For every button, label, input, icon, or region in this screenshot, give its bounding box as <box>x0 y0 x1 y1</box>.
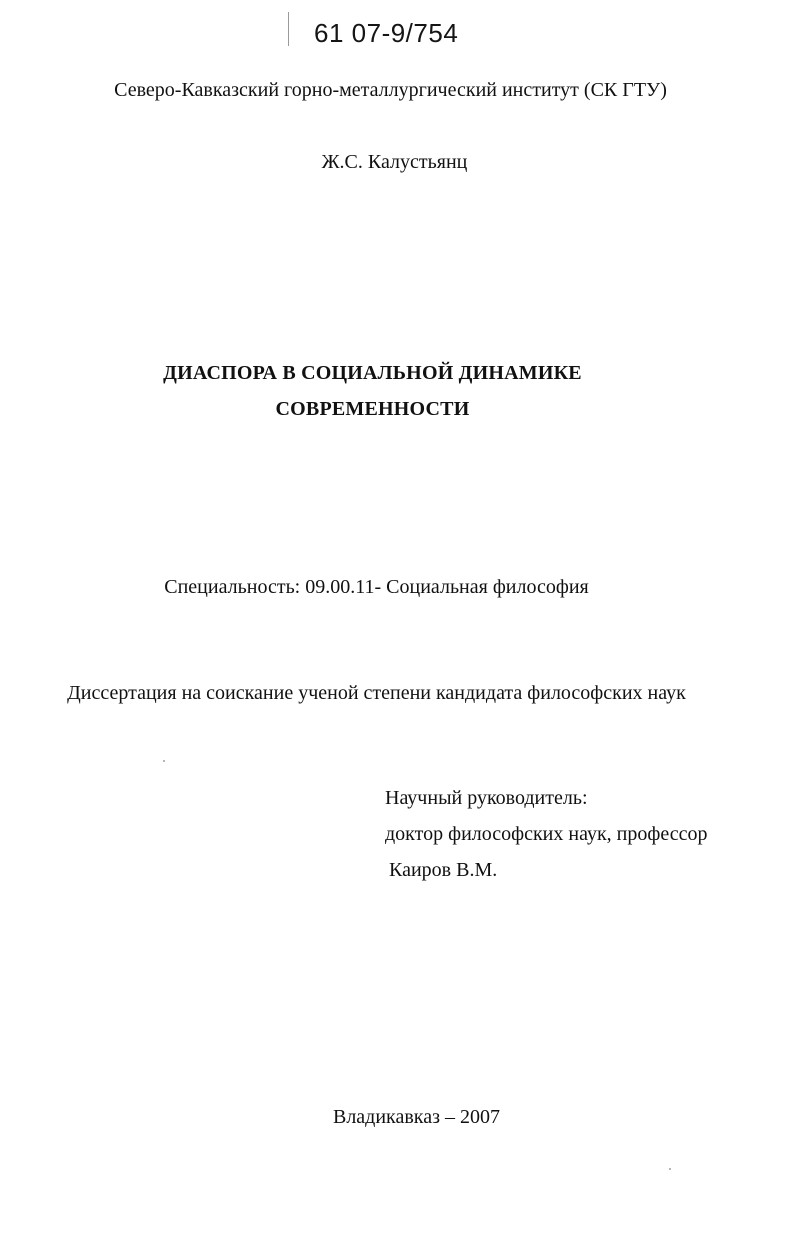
scan-artifact-dot <box>669 1168 671 1170</box>
author-name: Ж.С. Калустьянц <box>321 151 468 173</box>
place-and-year: Владикавказ – 2007 <box>332 1106 500 1128</box>
thesis-title-line-2: СОВРЕМЕННОСТИ <box>275 398 470 420</box>
specialty-line: Специальность: 09.00.11- Социальная философия <box>164 576 589 598</box>
thesis-title-line-1: ДИАСПОРА В СОЦИАЛЬНОЙ ДИНАМИКЕ <box>163 362 582 384</box>
archive-number: 61 07-9/754 <box>314 18 459 48</box>
supervisor-credentials: доктор философских наук, профессор <box>385 823 708 845</box>
supervisor-name: Каиров В.М. <box>389 859 498 881</box>
scan-artifact-dot <box>163 760 165 762</box>
supervisor-label: Научный руководитель: <box>385 787 588 809</box>
institute-name: Северо-Кавказский горно-металлургический институт (СК ГТУ) <box>114 79 667 101</box>
scan-artifact-line <box>288 12 289 46</box>
degree-line: Диссертация на соискание ученой степени кандидата философских наук <box>67 682 686 704</box>
